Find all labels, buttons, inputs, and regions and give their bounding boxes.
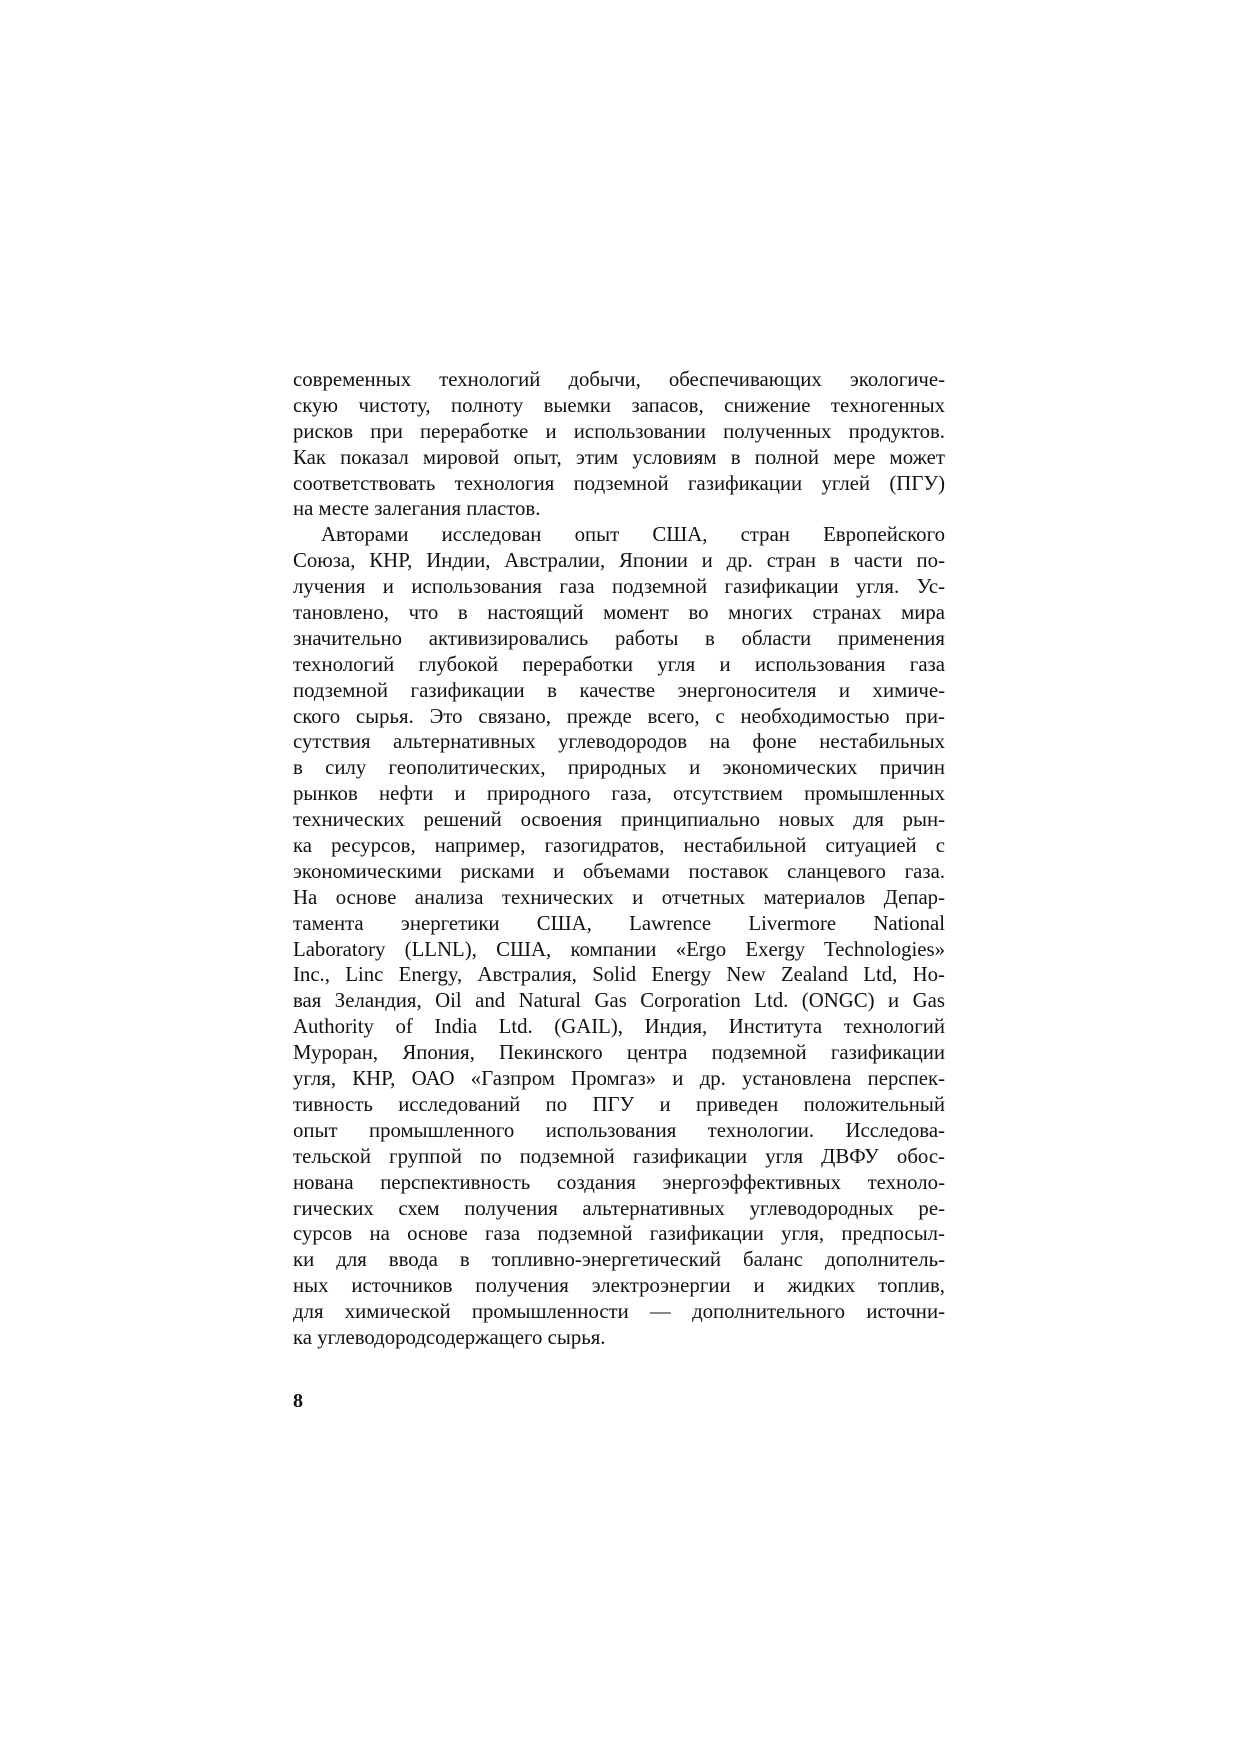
text-line: угля, КНР, ОАО «Газпром Промгаз» и др. установлена перспек- (293, 1067, 945, 1091)
paragraph (293, 367, 945, 522)
text-line: ского сырья. Это связано, прежде всего, с необходимостью при- (293, 704, 945, 728)
text-line: На основе анализа технических и отчетных материалов Депар- (293, 885, 945, 909)
text-line: сурсов на основе газа подземной газификации угля, предпосыл- (293, 1222, 945, 1246)
text-line: современных технологий добычи, обеспечивающих экологиче- (293, 368, 945, 391)
text-line: ка ресурсов, например, газогидратов, нестабильной ситуацией с (293, 834, 945, 858)
text-line: опыт промышленного использования технологии. Исследова- (293, 1118, 945, 1142)
text-line: нована перспективность создания энергоэффективных техноло- (293, 1170, 945, 1194)
text-line: значительно активизировались работы в области применения (293, 626, 945, 650)
text-line: для химической промышленности — дополнительного источни- (293, 1300, 945, 1324)
text-line: тивность исследований по ПГУ и приведен положительный (293, 1092, 945, 1116)
text-line: лучения и использования газа подземной газификации угля. Ус- (293, 575, 945, 599)
text-line: тельской группой по подземной газификации угля ДВФУ обос- (293, 1144, 945, 1168)
body-text (293, 367, 945, 1351)
text-line: ки для ввода в топливно-энергетический баланс дополнитель- (293, 1248, 945, 1272)
text-line: Как показал мировой опыт, этим условиям в полной мере может (293, 445, 945, 469)
text-line: Laboratory (LLNL), США, компании «Ergo Exergy Technologies» (293, 937, 945, 961)
text-line: Союза, КНР, Индии, Австралии, Японии и др. стран в части по- (293, 549, 945, 573)
text-line: Муроран, Япония, Пекинского центра подземной газификации (293, 1041, 945, 1065)
text-line: на месте залегания пластов. (293, 497, 541, 521)
text-line: в силу геополитических, природных и экономических причин (293, 756, 945, 780)
text-line: тановлено, что в настоящий момент во многих странах мира (293, 601, 945, 625)
text-line: рынков нефти и природного газа, отсутствием промышленных (293, 782, 945, 806)
text-line: технических решений освоения принципиально новых для рын- (293, 808, 945, 832)
text-line: сутствия альтернативных углеводородов на фоне нестабильных (293, 730, 945, 754)
text-line: экономическими рисками и объемами поставок сланцевого газа. (293, 859, 945, 883)
text-line: ка углеводородсодержащего сырья. (293, 1325, 606, 1349)
text-line: Authority of India Ltd. (GAIL), Индия, Института технологий (293, 1015, 945, 1039)
text-line: соответствовать технология подземной газификации углей (ПГУ) (293, 471, 945, 495)
paragraph (293, 522, 945, 1351)
text-line: тамента энергетики США, Lawrence Livermore National (293, 911, 945, 935)
page-number: 8 (293, 1390, 303, 1412)
text-line: технологий глубокой переработки угля и использования газа (293, 652, 945, 676)
text-line: ных источников получения электроэнергии и жидких топлив, (293, 1274, 945, 1298)
text-line: рисков при переработке и использовании полученных продуктов. (293, 419, 945, 443)
text-line: гических схем получения альтернативных углеводородных ре- (293, 1196, 945, 1220)
text-line: подземной газификации в качестве энергоносителя и химиче- (293, 678, 945, 702)
text-line: скую чистоту, полноту выемки запасов, снижение техногенных (293, 393, 945, 417)
text-line: Inc., Linc Energy, Австралия, Solid Energy New Zealand Ltd, Но- (293, 963, 945, 987)
text-line: вая Зеландия, Oil and Natural Gas Corporation Ltd. (ONGC) и Gas (293, 989, 945, 1013)
text-line: Авторами исследован опыт США, стран Европейского (321, 523, 945, 547)
